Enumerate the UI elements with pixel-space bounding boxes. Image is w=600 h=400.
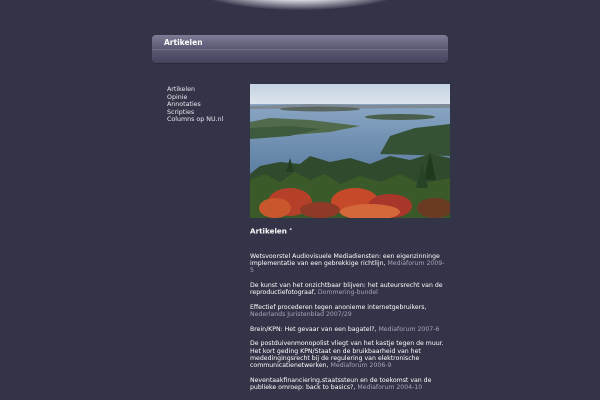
landscape-photo xyxy=(250,84,450,218)
article-title: Effectief procederen tegen anonieme internetgebruikers, xyxy=(250,303,427,311)
article-title: Wetsvoorstel Audiovisuele Mediadiensten: een eigenzinninge implementatie van een gebrekkige richtlijn, xyxy=(250,252,440,267)
list-item xyxy=(250,377,446,392)
article-title: Brein/KPN: Het gevaar van een bagatel?, xyxy=(250,325,377,333)
article-source: Mediaforum 2004-10 xyxy=(357,384,423,392)
article-title: De kunst van het onzichtbaar blijven: het auteursrecht van de reproductiefotograaf, xyxy=(250,281,443,297)
article-source: Mediaforum 2007-6 xyxy=(378,325,440,333)
header-divider xyxy=(152,49,448,50)
page-title: Artikelen xyxy=(164,38,203,47)
header-bar xyxy=(152,35,448,63)
article-title: Neventaakfinanciering,staatssteun en de toekomst van de publieke omroep: back to basics?, xyxy=(250,376,432,392)
article-source: Nederlands Juristenblad 2007/29 xyxy=(250,311,352,319)
article-source: Dommering-bundel xyxy=(317,289,378,297)
main-content xyxy=(250,226,446,399)
article-title: De postduivenmonopolist vliegt van het kastje tegen de muur. Het kort geding KPN/Staat en de bruikbaarheid van het mededingingsrecht bij de regulering van elektronische communicatienetwerken, xyxy=(250,340,444,370)
list-item xyxy=(250,253,446,275)
content-heading-text: Artikelen xyxy=(250,226,287,236)
sidebar-nav xyxy=(167,86,223,124)
article-source: Mediaforum 2006-9 xyxy=(330,362,392,370)
list-item xyxy=(250,326,446,333)
sidebar-item-artikelen[interactable]: Artikelen xyxy=(167,86,196,93)
sidebar-item-annotaties[interactable]: Annotaties xyxy=(167,101,201,109)
top-glow xyxy=(190,0,410,10)
content-heading xyxy=(250,226,446,235)
article-source: Mediaforum 2009-5 xyxy=(250,259,445,275)
list-item xyxy=(250,304,446,319)
sidebar-item-scripties[interactable]: Scripties xyxy=(167,108,195,116)
sidebar-item-columns[interactable]: Columns op NU.nl xyxy=(167,116,224,124)
list-item xyxy=(250,282,446,297)
arrow-up-icon[interactable]: ▴ xyxy=(289,226,292,232)
list-item xyxy=(250,340,446,369)
sidebar-item-opinie[interactable]: Opinie xyxy=(167,93,188,101)
